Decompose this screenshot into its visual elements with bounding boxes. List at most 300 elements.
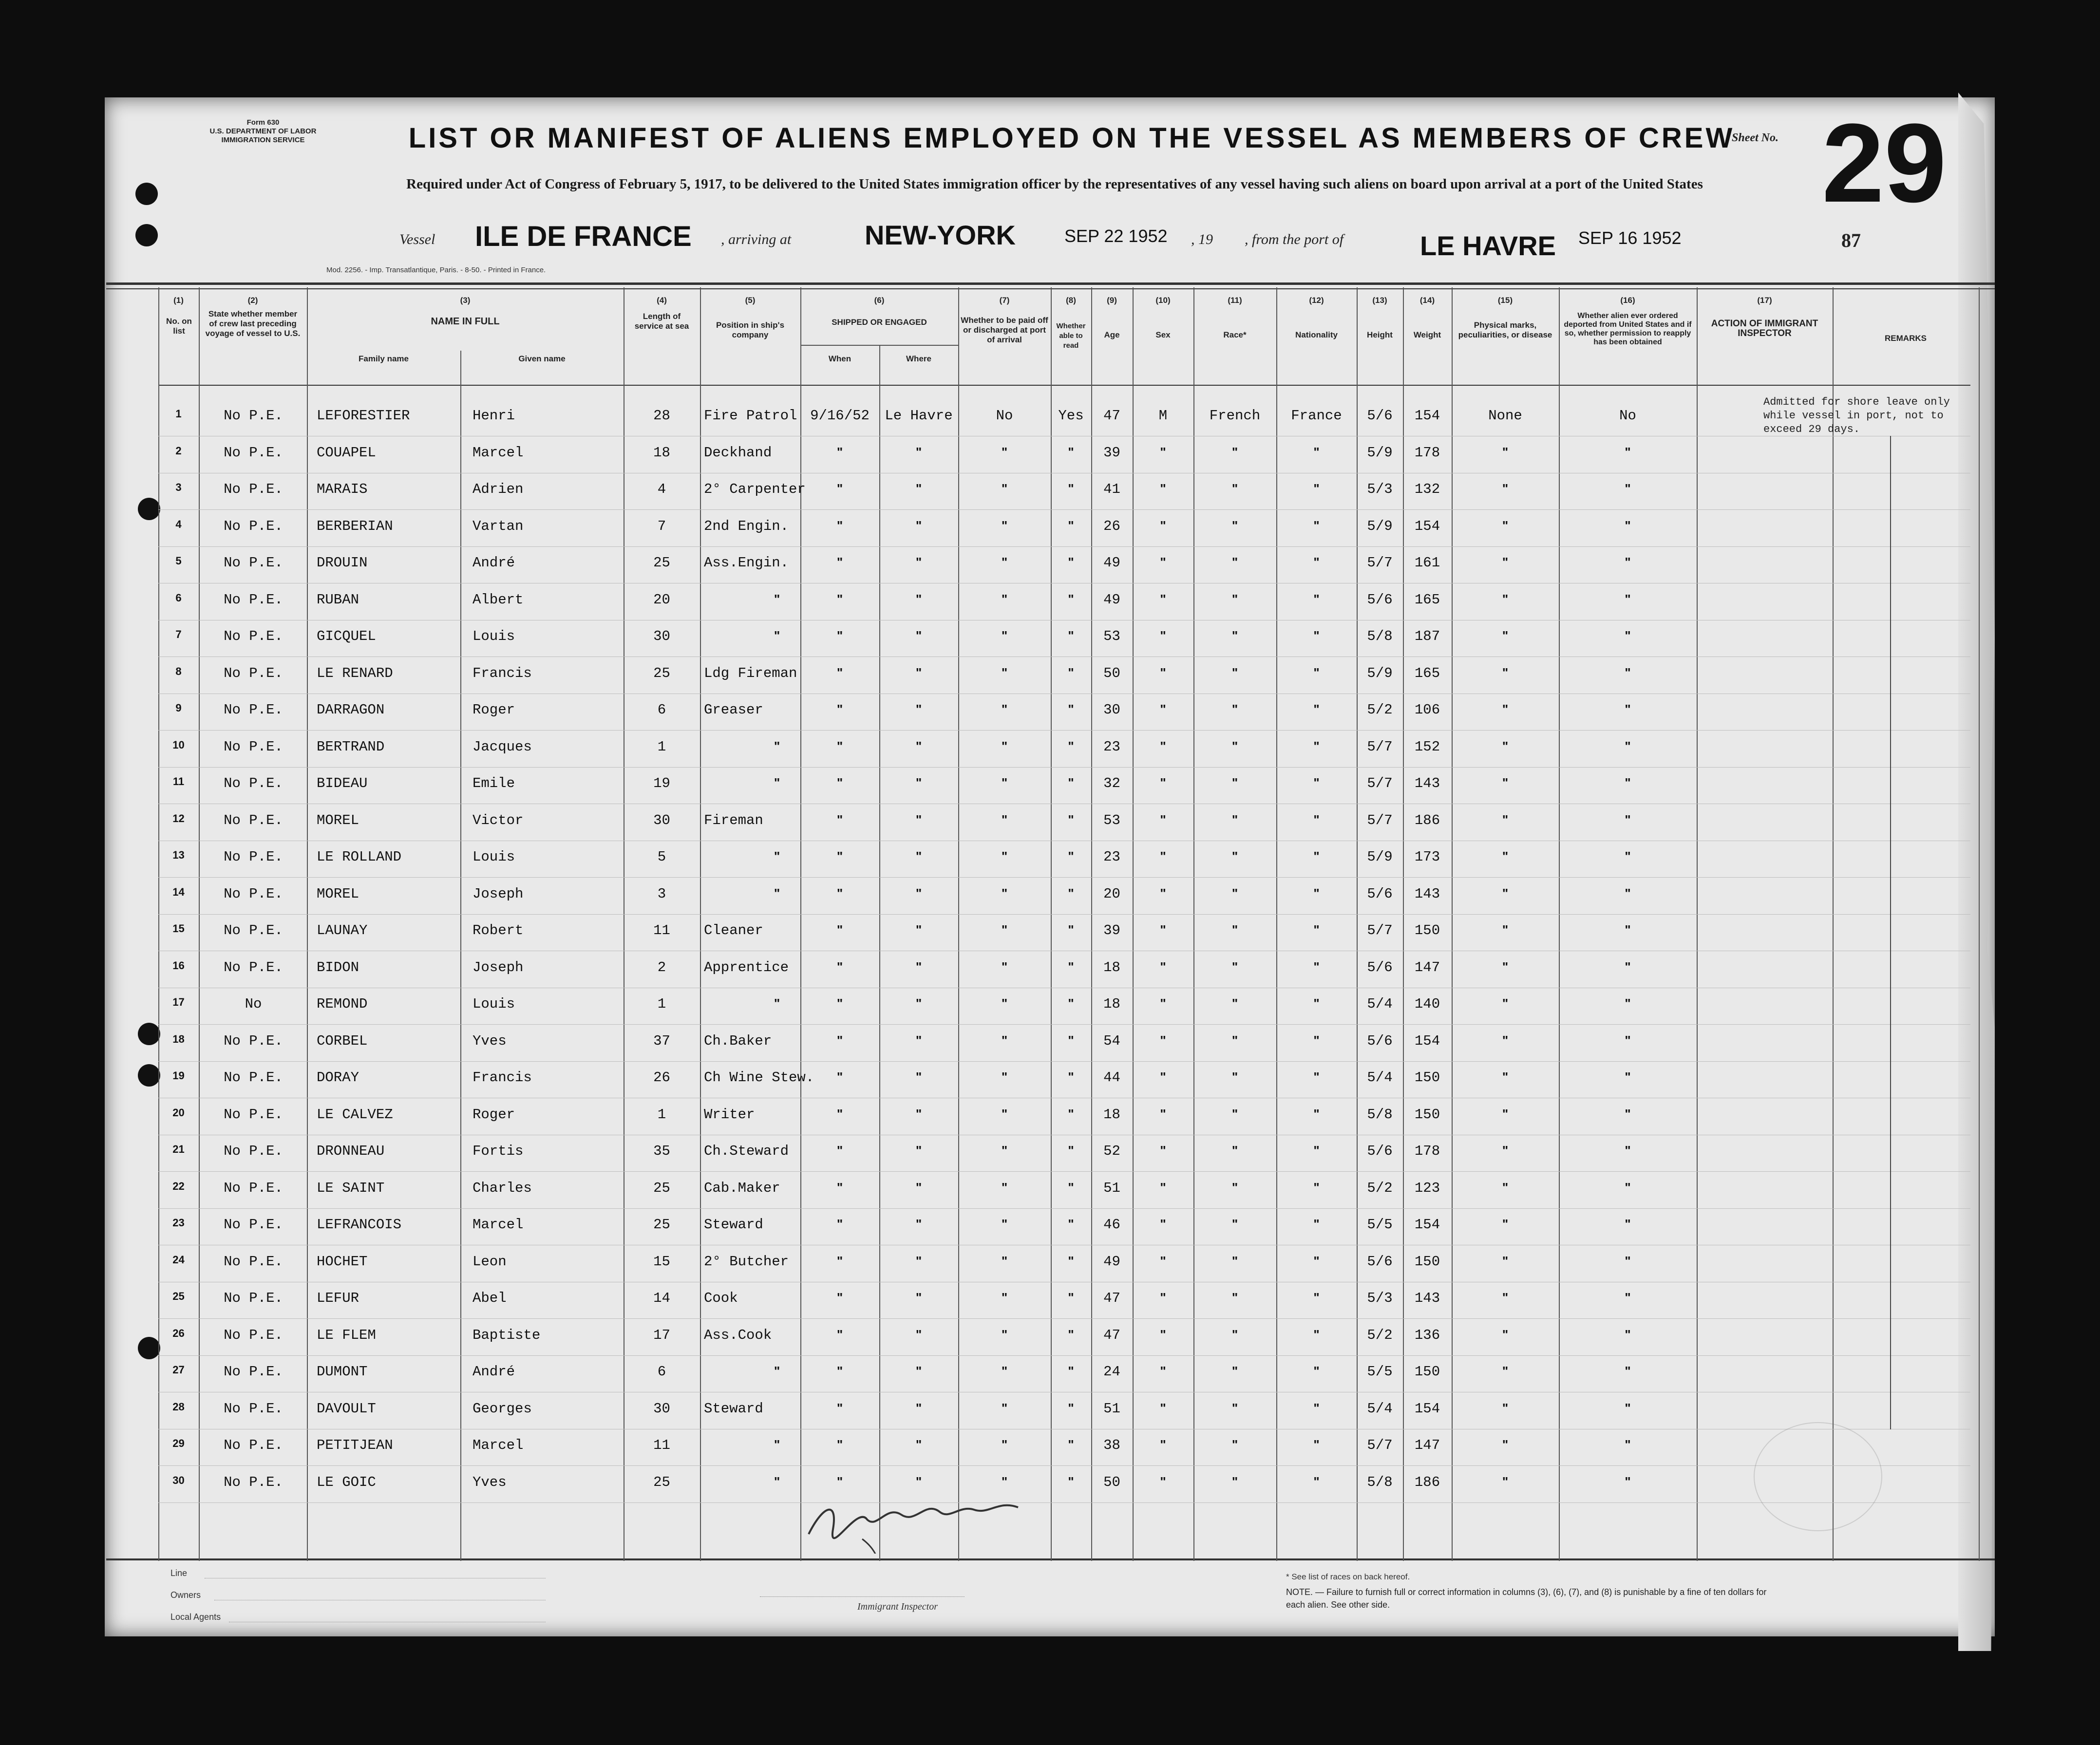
able-to-read: " bbox=[1068, 1290, 1074, 1305]
weight: 140 bbox=[1414, 996, 1440, 1012]
crew-status: No P.E. bbox=[224, 812, 283, 828]
row-number: 29 bbox=[172, 1437, 185, 1449]
row-number: 26 bbox=[172, 1327, 185, 1339]
service-length: 11 bbox=[653, 1437, 670, 1453]
crew-status: No P.E. bbox=[224, 849, 283, 865]
able-to-read: " bbox=[1068, 959, 1074, 974]
crew-status: No P.E. bbox=[224, 481, 283, 497]
position: Steward bbox=[704, 1217, 763, 1233]
row-number: 22 bbox=[172, 1180, 185, 1192]
paid-off: " bbox=[1001, 996, 1008, 1011]
sex: " bbox=[1160, 1070, 1166, 1084]
deported: " bbox=[1625, 849, 1631, 863]
binder-hole bbox=[138, 1064, 160, 1087]
departure-date: SEP 16 1952 bbox=[1578, 228, 1682, 248]
age: 50 bbox=[1103, 665, 1120, 681]
deported: " bbox=[1625, 518, 1631, 533]
weight: 143 bbox=[1414, 1290, 1440, 1306]
position: Ch.Steward bbox=[704, 1143, 789, 1159]
paid-off: " bbox=[1001, 1253, 1008, 1268]
shipped-where: " bbox=[915, 885, 922, 901]
age: 52 bbox=[1103, 1143, 1120, 1159]
position: Greaser bbox=[704, 702, 763, 718]
sex: " bbox=[1160, 518, 1166, 533]
physical-marks: " bbox=[1502, 481, 1509, 496]
nationality: " bbox=[1313, 591, 1320, 606]
crew-status: No P.E. bbox=[224, 1180, 283, 1196]
deported: " bbox=[1625, 591, 1631, 606]
height: 5/3 bbox=[1367, 481, 1393, 497]
nationality: " bbox=[1313, 812, 1320, 827]
weight: 154 bbox=[1414, 1217, 1440, 1233]
physical-marks: " bbox=[1502, 518, 1509, 533]
shipped-where: " bbox=[915, 738, 922, 753]
crew-status: No P.E. bbox=[224, 1217, 283, 1233]
age: 26 bbox=[1103, 518, 1120, 534]
paid-off: " bbox=[1001, 481, 1008, 496]
weight: 173 bbox=[1414, 849, 1440, 865]
shipped-where: " bbox=[915, 1217, 922, 1231]
service-length: 3 bbox=[657, 885, 666, 902]
weight: 186 bbox=[1414, 1474, 1440, 1490]
sex: " bbox=[1160, 1180, 1166, 1195]
height: 5/5 bbox=[1367, 1364, 1393, 1380]
department-name: U.S. DEPARTMENT OF LABOR bbox=[209, 127, 317, 135]
given-name: Roger bbox=[473, 1106, 515, 1123]
crew-status: No P.E. bbox=[224, 1106, 283, 1123]
family-name: HOCHET bbox=[317, 1253, 368, 1270]
race: " bbox=[1231, 959, 1238, 974]
given-name: Emile bbox=[473, 775, 515, 791]
height: 5/7 bbox=[1367, 922, 1393, 938]
shipped-where: " bbox=[915, 1327, 922, 1342]
year-label: , 19 bbox=[1191, 231, 1213, 247]
given-name: Fortis bbox=[473, 1143, 524, 1159]
physical-marks: " bbox=[1502, 1106, 1509, 1121]
weight: 150 bbox=[1414, 1253, 1440, 1270]
col-num: (9) bbox=[1107, 296, 1117, 305]
row-rule bbox=[158, 1355, 1970, 1356]
weight: 165 bbox=[1414, 665, 1440, 681]
nationality: " bbox=[1313, 1327, 1320, 1342]
paid-off: " bbox=[1001, 444, 1008, 459]
age: 54 bbox=[1103, 1032, 1120, 1049]
deported: " bbox=[1625, 775, 1631, 790]
shipped-when: " bbox=[836, 481, 843, 496]
service-length: 25 bbox=[653, 1474, 670, 1490]
shipped-when: " bbox=[836, 1253, 843, 1268]
shipped-where: " bbox=[915, 481, 922, 496]
able-to-read: " bbox=[1068, 775, 1074, 790]
physical-marks: " bbox=[1502, 1070, 1509, 1084]
col-header-weight: Weight bbox=[1413, 330, 1441, 339]
race: " bbox=[1231, 702, 1238, 716]
race: " bbox=[1231, 1180, 1238, 1195]
shipped-where: " bbox=[915, 1180, 922, 1195]
physical-marks: " bbox=[1502, 959, 1509, 974]
col-num: (7) bbox=[999, 296, 1010, 305]
paid-off: " bbox=[1001, 1474, 1008, 1489]
physical-marks: " bbox=[1502, 996, 1509, 1011]
position: Ldg Fireman bbox=[704, 665, 797, 681]
nationality: " bbox=[1313, 1180, 1320, 1195]
given-name: Marcel bbox=[473, 444, 524, 461]
service-length: 1 bbox=[657, 1106, 666, 1123]
age: 39 bbox=[1103, 444, 1120, 461]
race: " bbox=[1231, 812, 1238, 827]
row-number: 8 bbox=[175, 665, 182, 677]
given-name: Jacques bbox=[473, 738, 532, 755]
row-number: 21 bbox=[172, 1143, 185, 1155]
row-number: 28 bbox=[172, 1400, 185, 1413]
height: 5/9 bbox=[1367, 444, 1393, 461]
row-number: 12 bbox=[172, 812, 185, 825]
sex: " bbox=[1160, 738, 1166, 753]
physical-marks: None bbox=[1488, 408, 1522, 424]
race: French bbox=[1209, 408, 1261, 424]
col-header-race: Race* bbox=[1223, 330, 1247, 339]
deported: " bbox=[1625, 1253, 1631, 1268]
height: 5/9 bbox=[1367, 665, 1393, 681]
shipped-where: " bbox=[915, 702, 922, 716]
shipped-where: " bbox=[915, 591, 922, 606]
nationality: " bbox=[1313, 444, 1320, 459]
faint-seal-stamp bbox=[1754, 1422, 1882, 1531]
remarks-bracket-line bbox=[1890, 436, 1891, 1429]
row-rule bbox=[158, 1024, 1970, 1025]
age: 18 bbox=[1103, 1106, 1120, 1123]
col-header-paid-off: Whether to be paid off or discharged at port of arrival bbox=[961, 316, 1048, 344]
header-rule bbox=[106, 282, 1995, 285]
deported: " bbox=[1625, 922, 1631, 937]
sheet-number: 29 bbox=[1822, 100, 1947, 225]
deported: " bbox=[1625, 1143, 1631, 1158]
race: " bbox=[1231, 1437, 1238, 1452]
row-number: 4 bbox=[175, 518, 182, 530]
col-num: (11) bbox=[1228, 296, 1242, 305]
height: 5/4 bbox=[1367, 996, 1393, 1012]
sheet-label: Sheet No. bbox=[1732, 131, 1778, 144]
shipped-when: " bbox=[836, 1032, 843, 1048]
race: " bbox=[1231, 1070, 1238, 1084]
deported: " bbox=[1625, 1106, 1631, 1121]
col-num: (14) bbox=[1419, 296, 1435, 305]
col-num: (10) bbox=[1155, 296, 1171, 305]
weight: 154 bbox=[1414, 518, 1440, 534]
given-name: Marcel bbox=[473, 1217, 524, 1233]
nationality: " bbox=[1313, 518, 1320, 533]
able-to-read: " bbox=[1068, 1364, 1074, 1378]
service-length: 19 bbox=[653, 775, 670, 791]
position: Writer bbox=[704, 1106, 755, 1123]
height: 5/5 bbox=[1367, 1217, 1393, 1233]
paid-off: " bbox=[1001, 1180, 1008, 1195]
weight: 150 bbox=[1414, 1364, 1440, 1380]
crew-status: No P.E. bbox=[224, 885, 283, 902]
height: 5/7 bbox=[1367, 738, 1393, 755]
crew-status: No P.E. bbox=[224, 1143, 283, 1159]
height: 5/2 bbox=[1367, 1180, 1393, 1196]
col-header-read: Whether able to read bbox=[1056, 322, 1086, 350]
row-number: 19 bbox=[172, 1070, 185, 1082]
column-divider bbox=[1833, 287, 1834, 1561]
nationality: " bbox=[1313, 1217, 1320, 1231]
arriving-label: , arriving at bbox=[721, 231, 792, 247]
shipped-when: " bbox=[836, 1290, 843, 1305]
physical-marks: " bbox=[1502, 702, 1509, 716]
weight: 178 bbox=[1414, 1143, 1440, 1159]
family-name: DARRAGON bbox=[317, 702, 385, 718]
departure-port: LE HAVRE bbox=[1420, 230, 1556, 261]
service-length: 25 bbox=[653, 1217, 670, 1233]
position: Cleaner bbox=[704, 922, 763, 938]
able-to-read: " bbox=[1068, 738, 1074, 753]
local-agents-label: Local Agents bbox=[170, 1612, 221, 1622]
row-number: 7 bbox=[175, 628, 182, 640]
family-name: BIDEAU bbox=[317, 775, 368, 791]
weight: 152 bbox=[1414, 738, 1440, 755]
height: 5/7 bbox=[1367, 555, 1393, 571]
crew-status: No P.E. bbox=[224, 628, 283, 644]
shipped-when: " bbox=[836, 591, 843, 606]
weight: 186 bbox=[1414, 812, 1440, 828]
nationality: " bbox=[1313, 1106, 1320, 1121]
deported: " bbox=[1625, 1032, 1631, 1048]
crew-status: No P.E. bbox=[224, 555, 283, 571]
race: " bbox=[1231, 738, 1238, 753]
sex: " bbox=[1160, 849, 1166, 863]
position: Steward bbox=[704, 1400, 763, 1417]
column-divider bbox=[1979, 287, 1980, 1561]
physical-marks: " bbox=[1502, 444, 1509, 459]
family-name: MOREL bbox=[317, 812, 359, 828]
service-length: 28 bbox=[653, 408, 670, 424]
row-number: 1 bbox=[175, 408, 182, 420]
given-name: Louis bbox=[473, 628, 515, 644]
family-name: DUMONT bbox=[317, 1364, 368, 1380]
paid-off: " bbox=[1001, 1032, 1008, 1048]
shipped-when: " bbox=[836, 555, 843, 569]
nationality: " bbox=[1313, 1364, 1320, 1378]
nationality: " bbox=[1313, 849, 1320, 863]
sex: " bbox=[1160, 1400, 1166, 1415]
height: 5/2 bbox=[1367, 1327, 1393, 1343]
row-rule bbox=[158, 509, 1970, 510]
family-name: DRONNEAU bbox=[317, 1143, 385, 1159]
paid-off: " bbox=[1001, 628, 1008, 643]
height: 5/7 bbox=[1367, 775, 1393, 791]
given-name: Baptiste bbox=[473, 1327, 541, 1343]
given-name: Roger bbox=[473, 702, 515, 718]
form-title: LIST OR MANIFEST OF ALIENS EMPLOYED ON THE VESSEL AS MEMBERS OF CREW bbox=[408, 122, 1735, 154]
height: 5/6 bbox=[1367, 1143, 1393, 1159]
shipped-when: " bbox=[836, 996, 843, 1011]
age: 23 bbox=[1103, 849, 1120, 865]
col-header-sex: Sex bbox=[1155, 330, 1171, 339]
col-num: (6) bbox=[874, 296, 885, 305]
service-length: 7 bbox=[657, 518, 666, 534]
row-rule bbox=[158, 767, 1970, 768]
service-length: 25 bbox=[653, 555, 670, 571]
race: " bbox=[1231, 518, 1238, 533]
inspector-signature-line bbox=[760, 1596, 965, 1597]
row-number: 23 bbox=[172, 1217, 185, 1229]
deported: " bbox=[1625, 1437, 1631, 1452]
col-header-nationality: Nationality bbox=[1295, 330, 1338, 339]
row-number: 9 bbox=[175, 702, 182, 714]
crew-status: No P.E. bbox=[224, 1437, 283, 1453]
family-name: LAUNAY bbox=[317, 922, 368, 938]
binder-hole bbox=[135, 224, 158, 246]
row-rule bbox=[158, 877, 1970, 878]
family-name: MOREL bbox=[317, 885, 359, 902]
deported: " bbox=[1625, 555, 1631, 569]
col-header-height: Height bbox=[1367, 330, 1393, 339]
nationality: " bbox=[1313, 481, 1320, 496]
row-rule bbox=[158, 914, 1970, 915]
deported: " bbox=[1625, 959, 1631, 974]
position: Cook bbox=[704, 1290, 738, 1306]
race: " bbox=[1231, 481, 1238, 496]
able-to-read: " bbox=[1068, 702, 1074, 716]
col-num: (12) bbox=[1309, 296, 1324, 305]
position: Ch Wine Stew. bbox=[704, 1070, 814, 1086]
able-to-read: " bbox=[1068, 1106, 1074, 1121]
sex: M bbox=[1158, 408, 1168, 424]
row-rule bbox=[158, 1502, 1970, 1503]
given-name: Robert bbox=[473, 922, 524, 938]
race: " bbox=[1231, 1253, 1238, 1268]
binder-hole bbox=[138, 1023, 160, 1045]
service-length: 18 bbox=[653, 444, 670, 461]
shipped-when: " bbox=[836, 1217, 843, 1231]
weight: 143 bbox=[1414, 885, 1440, 902]
race: " bbox=[1231, 1474, 1238, 1489]
position: " bbox=[774, 849, 780, 863]
able-to-read: " bbox=[1068, 996, 1074, 1011]
physical-marks: " bbox=[1502, 1364, 1509, 1378]
deported: " bbox=[1625, 812, 1631, 827]
col-header-given-name: Given name bbox=[518, 354, 566, 363]
row-number: 24 bbox=[172, 1253, 185, 1266]
race: " bbox=[1231, 1217, 1238, 1231]
sex: " bbox=[1160, 481, 1166, 496]
physical-marks: " bbox=[1502, 812, 1509, 827]
crew-status: No P.E. bbox=[224, 1364, 283, 1380]
shipped-when: " bbox=[836, 812, 843, 827]
sex: " bbox=[1160, 812, 1166, 827]
col-header-remarks: REMARKS bbox=[1885, 334, 1927, 343]
age: 44 bbox=[1103, 1070, 1120, 1086]
row-number: 5 bbox=[175, 555, 182, 567]
crew-status: No P.E. bbox=[224, 591, 283, 608]
given-name: André bbox=[473, 1364, 515, 1380]
deported: " bbox=[1625, 628, 1631, 643]
position: Ass.Cook bbox=[704, 1327, 772, 1343]
given-name: Charles bbox=[473, 1180, 532, 1196]
col-num: (2) bbox=[247, 296, 258, 305]
position: " bbox=[774, 1474, 780, 1489]
weight: 154 bbox=[1414, 1032, 1440, 1049]
race: " bbox=[1231, 555, 1238, 569]
paid-off: " bbox=[1001, 775, 1008, 790]
shipped-where: " bbox=[915, 849, 922, 863]
nationality: " bbox=[1313, 555, 1320, 569]
given-name: Leon bbox=[473, 1253, 507, 1270]
nationality: " bbox=[1313, 1032, 1320, 1048]
weight: 165 bbox=[1414, 591, 1440, 608]
able-to-read: " bbox=[1068, 1437, 1074, 1452]
age: 49 bbox=[1103, 1253, 1120, 1270]
col-num: (3) bbox=[460, 296, 471, 305]
age: 32 bbox=[1103, 775, 1120, 791]
family-name: LE SAINT bbox=[317, 1180, 385, 1196]
service-length: 37 bbox=[653, 1032, 670, 1049]
row-number: 20 bbox=[172, 1106, 185, 1119]
weight: 150 bbox=[1414, 1106, 1440, 1123]
shipped-where: " bbox=[915, 1253, 922, 1268]
paid-off: " bbox=[1001, 1437, 1008, 1452]
age: 20 bbox=[1103, 885, 1120, 902]
shipped-when: " bbox=[836, 849, 843, 863]
column-divider bbox=[307, 287, 308, 1561]
sex: " bbox=[1160, 555, 1166, 569]
shipped-where: Le Havre bbox=[885, 408, 953, 424]
row-rule bbox=[158, 546, 1970, 547]
weight: 147 bbox=[1414, 1437, 1440, 1453]
column-divider bbox=[700, 287, 701, 1561]
given-name: Henri bbox=[473, 408, 515, 424]
col-num: (17) bbox=[1757, 296, 1772, 305]
position: 2nd Engin. bbox=[704, 518, 789, 534]
shipped-where: " bbox=[915, 444, 922, 459]
paid-off: " bbox=[1001, 665, 1008, 680]
crew-status: No P.E. bbox=[224, 1327, 283, 1343]
family-name: DROUIN bbox=[317, 555, 368, 571]
col-header-inspector-action: ACTION OF IMMIGRANT INSPECTOR bbox=[1711, 319, 1818, 338]
family-name: BERBERIAN bbox=[317, 518, 393, 534]
shipped-where: " bbox=[915, 1032, 922, 1048]
nationality: " bbox=[1313, 775, 1320, 790]
position: Fireman bbox=[704, 812, 763, 828]
form-number: Form 630 bbox=[246, 118, 280, 127]
crew-status: No P.E. bbox=[224, 665, 283, 681]
row-rule bbox=[158, 1318, 1970, 1319]
age: 47 bbox=[1103, 1290, 1120, 1306]
sex: " bbox=[1160, 665, 1166, 680]
shipped-when: " bbox=[836, 1106, 843, 1121]
column-divider bbox=[1697, 287, 1698, 1561]
sex: " bbox=[1160, 1327, 1166, 1342]
shipped-when: " bbox=[836, 1327, 843, 1342]
able-to-read: " bbox=[1068, 1070, 1074, 1084]
shipped-where: " bbox=[915, 628, 922, 643]
crew-status: No P.E. bbox=[224, 1400, 283, 1417]
given-name: Louis bbox=[473, 849, 515, 865]
deported: " bbox=[1625, 996, 1631, 1011]
weight: 154 bbox=[1414, 1400, 1440, 1417]
race: " bbox=[1231, 1364, 1238, 1378]
paid-off: " bbox=[1001, 702, 1008, 716]
race: " bbox=[1231, 665, 1238, 680]
race: " bbox=[1231, 1143, 1238, 1158]
deported: " bbox=[1625, 1290, 1631, 1305]
col-num: (15) bbox=[1497, 296, 1513, 305]
deported: " bbox=[1625, 1364, 1631, 1378]
row-number: 16 bbox=[172, 959, 185, 972]
position: " bbox=[774, 885, 780, 901]
service-length: 30 bbox=[653, 1400, 670, 1417]
